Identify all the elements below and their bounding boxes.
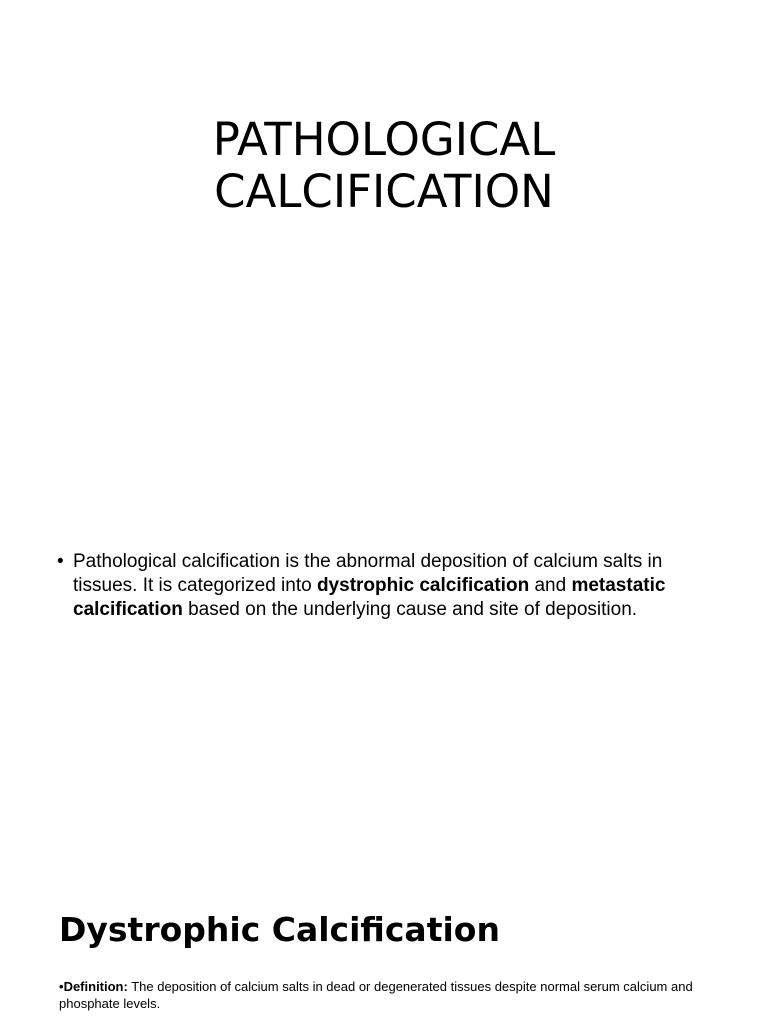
definition-paragraph xyxy=(59,978,699,1012)
title-line-2: CALCIFICATION xyxy=(214,165,554,218)
intro-bold-metastatic: metastatic calcification xyxy=(73,575,666,620)
intro-bold-dystrophic: dystrophic calcification xyxy=(316,575,530,596)
definition-text: The deposition of calcium salts in dead or degenerated tissues despite normal serum calcium and phosphate levels. xyxy=(59,979,693,1011)
slide-title xyxy=(0,114,768,218)
intro-bullet-paragraph xyxy=(57,550,727,622)
bullet-marker: • xyxy=(57,551,64,572)
intro-text-part-3: based on the underlying cause and site of deposition. xyxy=(182,599,638,620)
intro-text-part-1: Pathological calcification is the abnormal deposition of calcium salts in tissues. It is categorized into xyxy=(73,551,663,596)
definition-bullet: • xyxy=(59,979,64,994)
definition-label: Definition: xyxy=(63,979,128,994)
intro-text-part-2: and xyxy=(529,575,572,596)
title-line-1: PATHOLOGICAL xyxy=(212,113,556,166)
section-heading: Dystrophic Calcification xyxy=(59,910,500,949)
